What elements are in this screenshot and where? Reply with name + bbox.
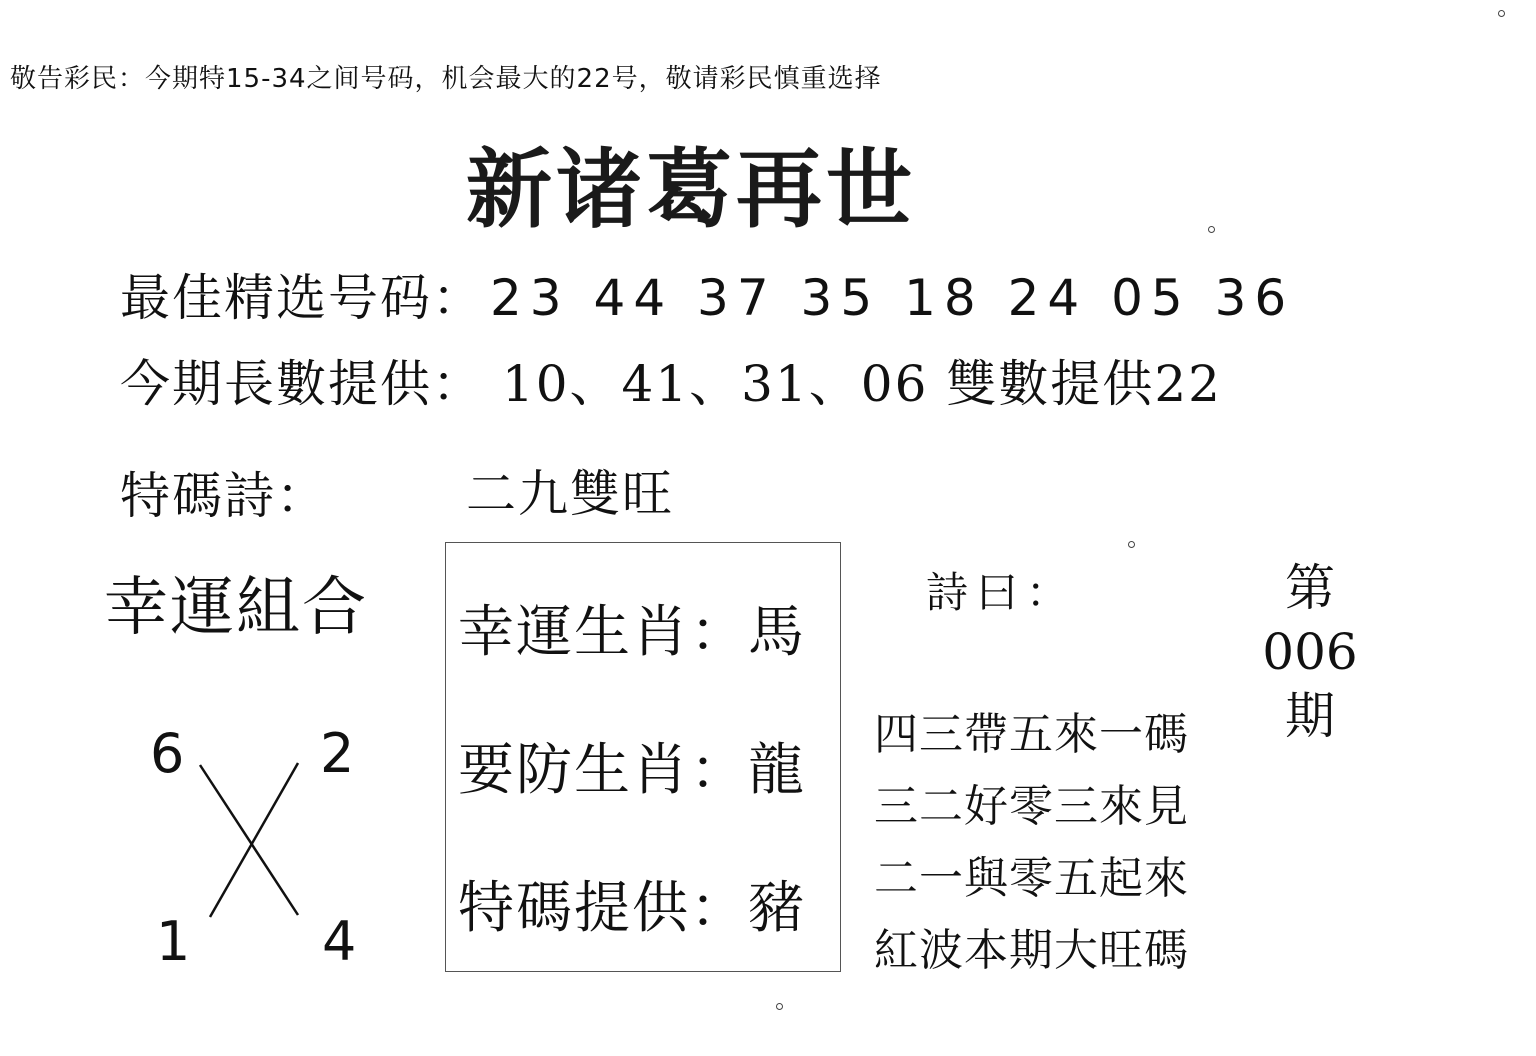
lucky-digit-bottom-right: 4 [322, 910, 357, 973]
special-zodiac-line: 特碼提供：豬 [458, 876, 806, 941]
page-title: 新诸葛再世 [466, 140, 916, 240]
best-numbers-value: 23 44 37 35 18 24 05 36 [490, 269, 1295, 327]
verse-line: 二一與零五起來 [874, 853, 1189, 904]
verse-line: 三二好零三來見 [874, 781, 1189, 832]
best-numbers-row [120, 258, 1294, 330]
scan-speck [776, 1003, 783, 1010]
cross-lines [190, 755, 310, 925]
long-numbers-label: 今期長數提供： [120, 355, 484, 413]
lucky-digit-top-right: 2 [320, 722, 355, 785]
double-numbers-label: 雙數提供 [946, 355, 1155, 413]
verse-line: 四三帶五來一碼 [874, 709, 1189, 760]
issue-prefix: 第 [1285, 559, 1335, 617]
scan-speck [1128, 541, 1135, 548]
lucky-digit-bottom-left: 1 [156, 910, 191, 973]
special-poem-label: 特碼詩： [120, 467, 328, 525]
verse-line: 紅波本期大旺碼 [874, 925, 1189, 976]
best-numbers-label: 最佳精选号码： [120, 269, 484, 327]
long-numbers-row [120, 344, 1222, 416]
issue-suffix: 期 [1285, 687, 1335, 745]
issue-number [1260, 556, 1360, 748]
long-numbers-value: 10、41、31、06 [501, 355, 929, 413]
lucky-digit-top-left: 6 [150, 722, 185, 785]
guard-zodiac-line: 要防生肖：龍 [458, 738, 806, 803]
lucky-zodiac-line: 幸運生肖：馬 [458, 600, 806, 665]
special-poem-value: 二九雙旺 [466, 465, 674, 523]
verse-label: 詩曰： [926, 568, 1077, 617]
notice-text: 敬告彩民：今期特15-34之间号码，机会最大的22号，敬请彩民慎重选择 [10, 64, 882, 94]
scan-speck [1208, 226, 1215, 233]
issue-value: 006 [1262, 623, 1358, 681]
double-numbers-value: 22 [1154, 355, 1222, 413]
scan-speck [1498, 10, 1505, 17]
lucky-combo-title: 幸運組合 [104, 571, 368, 645]
